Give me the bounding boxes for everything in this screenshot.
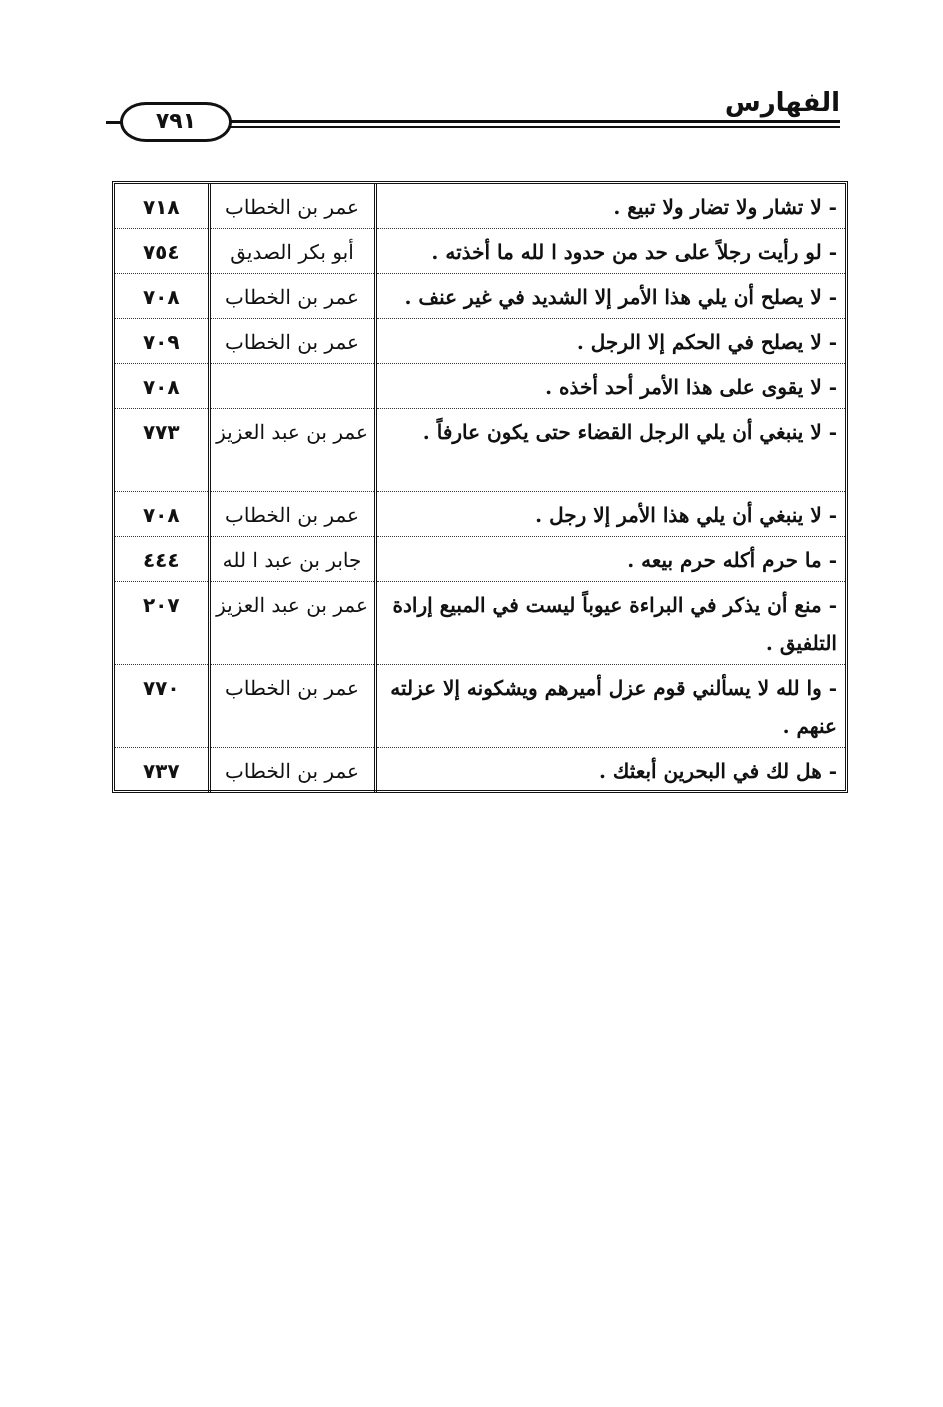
narrator-name: عمر بن الخطاب — [209, 274, 375, 319]
table-row — [115, 492, 845, 537]
page-ref: ٧٠٨ — [115, 492, 209, 537]
quote-text: - منع أن يذكر في البراءة عيوباً ليست في المبيع إرادة التلفيق . — [375, 582, 845, 665]
page-ref: ٢٠٧ — [115, 582, 209, 665]
narrator-name: عمر بن الخطاب — [209, 319, 375, 364]
quotes-index-table — [112, 181, 848, 793]
table-row — [115, 582, 845, 665]
quote-text: - هل لك في البحرين أبعثك . — [375, 748, 845, 793]
quote-text: - لا ينبغي أن يلي الرجل القضاء حتى يكون عارفاً . — [375, 409, 845, 492]
table-row — [115, 537, 845, 582]
page-ref: ٧٥٤ — [115, 229, 209, 274]
page-header — [120, 88, 840, 148]
page-ref: ٧٠٨ — [115, 274, 209, 319]
page-ref: ٧١٨ — [142, 195, 180, 219]
narrator-name: عمر بن عبد العزيز — [209, 582, 375, 665]
narrator-name: أبو بكر الصديق — [209, 229, 375, 274]
quote-text: - لا يصلح أن يلي هذا الأمر إلا الشديد في غير عنف . — [375, 274, 845, 319]
table-row — [115, 364, 845, 409]
page-number-badge: ٧٩١ — [120, 102, 232, 142]
page-ref: ٧٣٧ — [115, 748, 209, 793]
quote-text: - لا يصلح في الحكم إلا الرجل . — [375, 319, 845, 364]
quote-text: - لا تشار ولا تضار ولا تبيع . — [613, 195, 837, 219]
page-ref: ٧٧٣ — [115, 409, 209, 492]
quote-text: - ما حرم أكله حرم بيعه . — [375, 537, 845, 582]
narrator-name: عمر بن الخطاب — [209, 748, 375, 793]
quote-text: - لا يقوى على هذا الأمر أحد أخذه . — [375, 364, 845, 409]
section-title: الفهارس — [724, 88, 840, 118]
narrator-name: عمر بن الخطاب — [209, 492, 375, 537]
page-ref: ٤٤٤ — [115, 537, 209, 582]
table-row — [115, 748, 845, 793]
narrator-name: عمر بن عبد العزيز — [209, 409, 375, 492]
table-row — [115, 409, 845, 492]
narrator-name: عمر بن الخطاب — [209, 184, 375, 229]
quote-text: - لا ينبغي أن يلي هذا الأمر إلا رجل . — [375, 492, 845, 537]
table-row — [115, 665, 845, 748]
page-ref: ٧٠٨ — [115, 364, 209, 409]
table-row — [115, 229, 845, 274]
narrator-name: عمر بن الخطاب — [209, 665, 375, 748]
narrator-name: جابر بن عبد ا لله — [209, 537, 375, 582]
page-ref: ٧٧٠ — [115, 665, 209, 748]
table-row — [115, 274, 845, 319]
quote-text: - وا لله لا يسألني قوم عزل أميرهم ويشكونه إلا عزلته عنهم . — [375, 665, 845, 748]
table-row — [115, 319, 845, 364]
table-row — [115, 184, 845, 229]
narrator-name — [209, 364, 375, 409]
quote-text: - لو رأيت رجلاً على حد من حدود ا لله ما أخذته . — [375, 229, 845, 274]
header-rule-thin — [230, 126, 840, 128]
page-ref: ٧٠٩ — [115, 319, 209, 364]
header-rule — [230, 120, 840, 123]
